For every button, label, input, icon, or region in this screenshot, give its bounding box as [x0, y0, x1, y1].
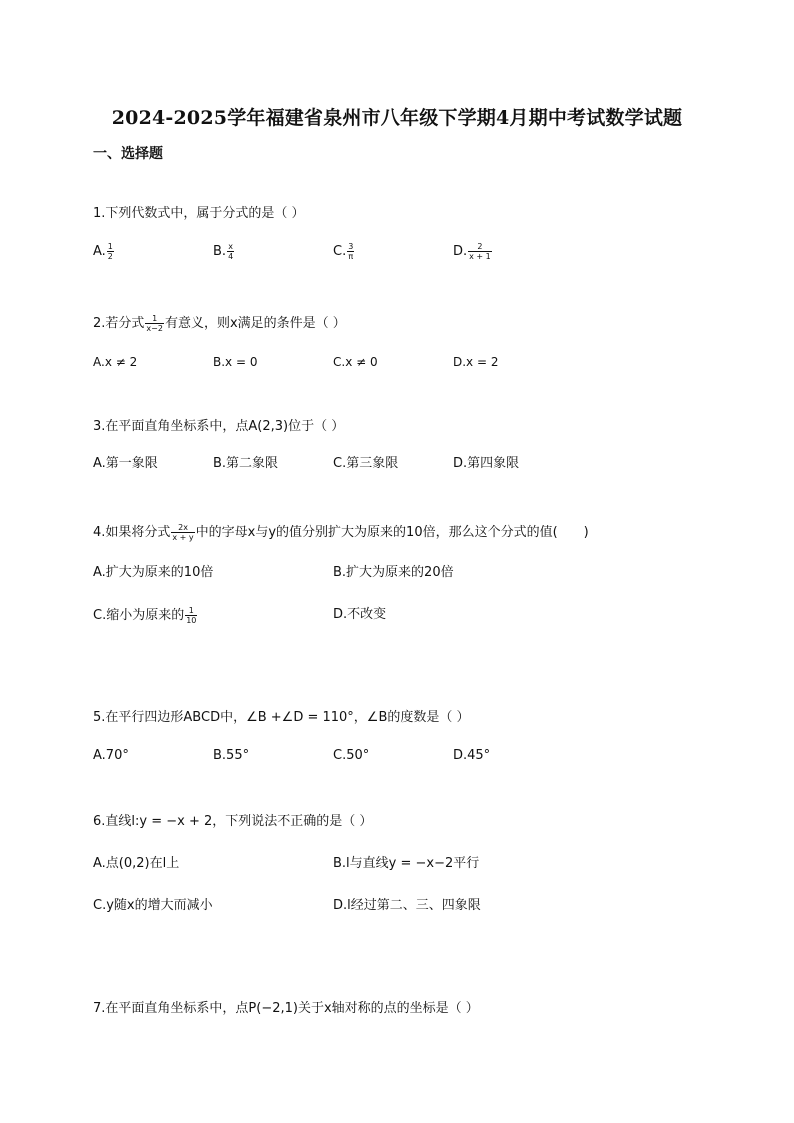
question-6-stem: 6.直线l:y = −x + 2，下列说法不正确的是（ ）: [93, 814, 373, 829]
question-3-option-c: C.第三象限: [333, 456, 399, 471]
fraction: $\frac{x}{4}$: [228, 242, 234, 261]
question-2-option-d: D.x = 2: [453, 355, 499, 369]
question-3-stem: 3.在平面直角坐标系中，点A(2,3)位于（ ）: [93, 419, 345, 434]
question-5-stem: 5.在平行四边形ABCD中，∠B +∠D = 110°，∠B的度数是（ ）: [93, 710, 470, 725]
question-2-option-b: B.x = 0: [213, 355, 258, 369]
fraction: $\frac{2x}{x + y}$: [172, 523, 194, 542]
question-1-option-b: B. $\frac{x}{4}$: [213, 242, 234, 261]
question-2-option-a: A.x ≠ 2: [93, 355, 138, 369]
question-5-option-c: C.50°: [333, 748, 370, 763]
question-5-option-a: A.70°: [93, 748, 129, 763]
question-2-option-c: C.x ≠ 0: [333, 355, 378, 369]
question-4-option-b: B.扩大为原来的20倍: [333, 565, 454, 580]
question-2-stem: 2.若分式 $\frac{1}{x-2}$ 有意义，则x满足的条件是（ ）: [93, 314, 346, 333]
question-6-option-a: A.点(0,2)在l上: [93, 856, 180, 871]
question-4-option-a: A.扩大为原来的10倍: [93, 565, 214, 580]
page-title: 2024-2025学年福建省泉州市八年级下学期4月期中考试数学试题: [111, 107, 683, 129]
question-3-option-b: B.第二象限: [213, 456, 279, 471]
question-5-option-b: B.55°: [213, 748, 250, 763]
fraction: $\frac{1}{2}$: [107, 242, 113, 261]
fraction: $\frac{2}{x + 1}$: [469, 242, 491, 261]
question-5-option-d: D.45°: [453, 748, 491, 763]
question-1-stem: 1.下列代数式中，属于分式的是（ ）: [93, 206, 305, 221]
question-4-stem: 4.如果将分式 $\frac{2x}{x + y}$ 中的字母x与y的值分别扩大为原来的10倍，那么这个分式的值( ): [93, 523, 589, 542]
question-3-option-d: D.第四象限: [453, 456, 520, 471]
fraction: $\frac{3}{\pi}$: [348, 242, 354, 261]
question-4-option-c: C.缩小为原来的 $\frac{1}{10}$: [93, 606, 197, 625]
fraction: $\frac{1}{x-2}$: [146, 314, 163, 333]
question-6-option-b: B.l与直线y = −x−2平行: [333, 856, 480, 871]
question-1-option-a: A. $\frac{1}{2}$: [93, 242, 113, 261]
question-3-option-a: A.第一象限: [93, 456, 158, 471]
question-6-option-c: C.y随x的增大而减小: [93, 898, 213, 913]
question-6-option-d: D.l经过第二、三、四象限: [333, 898, 481, 913]
fraction: $\frac{1}{10}$: [186, 606, 197, 625]
question-1-option-d: D. $\frac{2}{x + 1}$: [453, 242, 491, 261]
question-4-option-d: D.不改变: [333, 607, 387, 622]
question-1-option-c: C. $\frac{3}{\pi}$: [333, 242, 354, 261]
question-7-stem: 7.在平面直角坐标系中，点P(−2,1)关于x轴对称的点的坐标是（ ）: [93, 1001, 479, 1016]
section-heading: 一、选择题: [93, 146, 163, 162]
